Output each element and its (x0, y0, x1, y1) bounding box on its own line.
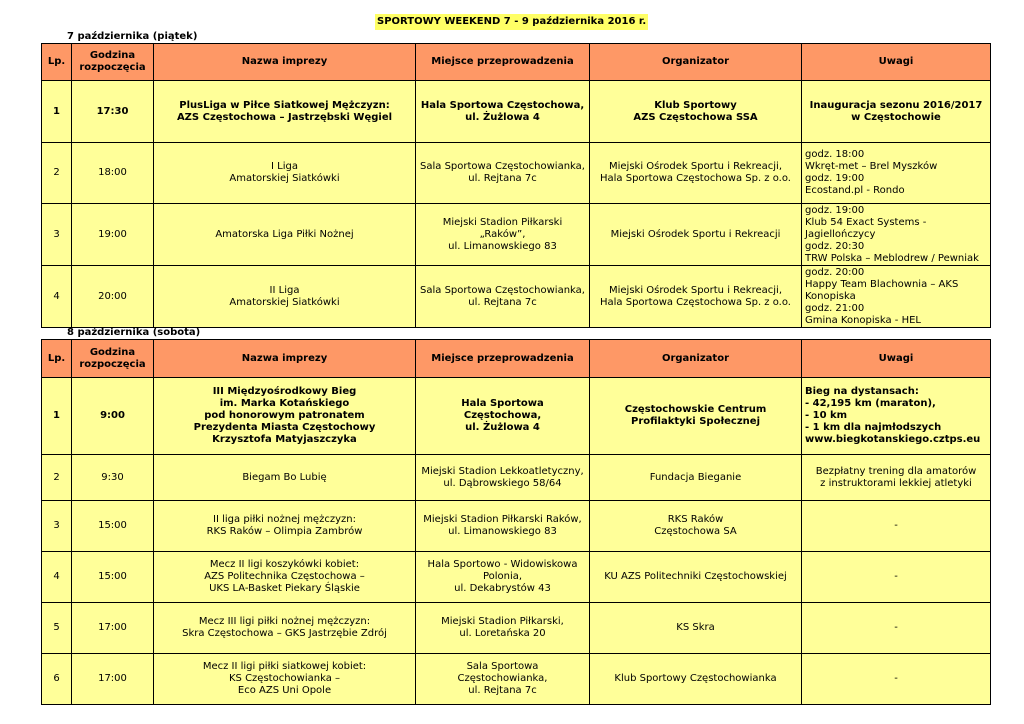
day-label-saturday: 8 października (sobota) (67, 327, 201, 338)
cell-lp: 1 (42, 378, 72, 455)
cell-notes: Inauguracja sezonu 2016/2017 w Częstochowie (802, 81, 991, 143)
cell-place: Hala Sportowo - Widowiskowa Polonia, ul. Dekabrystów 43 (416, 552, 590, 603)
cell-event-name: II liga piłki nożnej mężczyzn: RKS Raków – Olimpia Zambrów (154, 501, 416, 552)
table-row (42, 143, 991, 204)
cell-organizer: Częstochowskie Centrum Profilaktyki Społecznej (590, 378, 802, 455)
schedule-table-saturday (41, 339, 991, 705)
document-title: SPORTOWY WEEKEND 7 - 9 października 2016 r. (375, 14, 648, 30)
cell-lp: 4 (42, 266, 72, 328)
cell-place: Sala Sportowa Częstochowianka, ul. Rejtana 7c (416, 143, 590, 204)
table-header-row (42, 44, 991, 81)
cell-notes: - (802, 552, 991, 603)
cell-place: Hala Sportowa Częstochowa, ul. Żużlowa 4 (416, 81, 590, 143)
cell-place: Sala Sportowa Częstochowianka, ul. Rejtana 7c (416, 654, 590, 705)
cell-place: Sala Sportowa Częstochowianka, ul. Rejtana 7c (416, 266, 590, 328)
cell-place: Miejski Stadion Piłkarski, ul. Loretańska 20 (416, 603, 590, 654)
cell-event-name: Amatorska Liga Piłki Nożnej (154, 204, 416, 266)
cell-notes: - (802, 603, 991, 654)
cell-organizer: Miejski Ośrodek Sportu i Rekreacji, Hala Sportowa Częstochowa Sp. z o.o. (590, 266, 802, 328)
cell-lp: 6 (42, 654, 72, 705)
cell-organizer: Fundacja Bieganie (590, 455, 802, 501)
cell-time: 20:00 (72, 266, 154, 328)
header-organizator: Organizator (590, 44, 802, 81)
header-lp: Lp. (42, 340, 72, 378)
table-row (42, 378, 991, 455)
header-organizator: Organizator (590, 340, 802, 378)
cell-organizer: KS Skra (590, 603, 802, 654)
cell-lp: 5 (42, 603, 72, 654)
cell-organizer: Miejski Ośrodek Sportu i Rekreacji (590, 204, 802, 266)
cell-lp: 3 (42, 204, 72, 266)
header-godzina: Godzina rozpoczęcia (72, 44, 154, 81)
cell-event-name: II Liga Amatorskiej Siatkówki (154, 266, 416, 328)
header-nazwa: Nazwa imprezy (154, 340, 416, 378)
cell-time: 19:00 (72, 204, 154, 266)
cell-time: 15:00 (72, 501, 154, 552)
cell-event-name: Mecz III ligi piłki nożnej mężczyzn: Skra Częstochowa – GKS Jastrzębie Zdrój (154, 603, 416, 654)
cell-event-name: Mecz II ligi piłki siatkowej kobiet: KS Częstochowianka – Eco AZS Uni Opole (154, 654, 416, 705)
cell-organizer: KU AZS Politechniki Częstochowskiej (590, 552, 802, 603)
header-miejsce: Miejsce przeprowadzenia (416, 340, 590, 378)
cell-organizer: Klub Sportowy AZS Częstochowa SSA (590, 81, 802, 143)
cell-event-name: Mecz II ligi koszykówki kobiet: AZS Politechnika Częstochowa – UKS LA-Basket Piekary Śląskie (154, 552, 416, 603)
table-row (42, 455, 991, 501)
cell-lp: 2 (42, 455, 72, 501)
schedule-table-friday (41, 43, 991, 328)
header-nazwa: Nazwa imprezy (154, 44, 416, 81)
cell-notes: - (802, 654, 991, 705)
cell-organizer: Miejski Ośrodek Sportu i Rekreacji, Hala Sportowa Częstochowa Sp. z o.o. (590, 143, 802, 204)
table-row (42, 204, 991, 266)
header-lp: Lp. (42, 44, 72, 81)
header-godzina: Godzina rozpoczęcia (72, 340, 154, 378)
cell-notes: godz. 18:00 Wkręt-met – Brel Myszków godz. 19:00 Ecostand.pl - Rondo (802, 143, 991, 204)
table-row (42, 266, 991, 328)
table-row (42, 603, 991, 654)
day-label-friday: 7 października (piątek) (67, 31, 198, 42)
cell-event-name: I Liga Amatorskiej Siatkówki (154, 143, 416, 204)
cell-notes: godz. 20:00 Happy Team Blachownia – AKS Konopiska godz. 21:00 Gmina Konopiska - HEL (802, 266, 991, 328)
header-miejsce: Miejsce przeprowadzenia (416, 44, 590, 81)
table-row (42, 654, 991, 705)
table-header-row (42, 340, 991, 378)
cell-organizer: RKS Raków Częstochowa SA (590, 501, 802, 552)
cell-event-name: III Międzyośrodkowy Bieg im. Marka Kotańskiego pod honorowym patronatem Prezydenta Miasta Częstochowy Krzysztofa Matyjaszczyka (154, 378, 416, 455)
table-row (42, 501, 991, 552)
cell-time: 9:00 (72, 378, 154, 455)
cell-organizer: Klub Sportowy Częstochowianka (590, 654, 802, 705)
cell-time: 17:00 (72, 603, 154, 654)
cell-lp: 3 (42, 501, 72, 552)
cell-time: 9:30 (72, 455, 154, 501)
header-uwagi: Uwagi (802, 44, 991, 81)
cell-place: Miejski Stadion Piłkarski „Raków”, ul. Limanowskiego 83 (416, 204, 590, 266)
cell-time: 15:00 (72, 552, 154, 603)
cell-lp: 4 (42, 552, 72, 603)
cell-time: 17:00 (72, 654, 154, 705)
cell-notes: - (802, 501, 991, 552)
table-row (42, 81, 991, 143)
table-row (42, 552, 991, 603)
cell-place: Miejski Stadion Piłkarski Raków, ul. Limanowskiego 83 (416, 501, 590, 552)
cell-place: Miejski Stadion Lekkoatletyczny, ul. Dąbrowskiego 58/64 (416, 455, 590, 501)
cell-event-name: PlusLiga w Piłce Siatkowej Mężczyzn: AZS Częstochowa – Jastrzębski Węgiel (154, 81, 416, 143)
cell-time: 18:00 (72, 143, 154, 204)
cell-notes: Bezpłatny trening dla amatorów z instruktorami lekkiej atletyki (802, 455, 991, 501)
cell-lp: 1 (42, 81, 72, 143)
header-uwagi: Uwagi (802, 340, 991, 378)
cell-time: 17:30 (72, 81, 154, 143)
cell-place: Hala Sportowa Częstochowa, ul. Żużlowa 4 (416, 378, 590, 455)
cell-lp: 2 (42, 143, 72, 204)
cell-event-name: Biegam Bo Lubię (154, 455, 416, 501)
cell-notes: Bieg na dystansach: - 42,195 km (maraton), - 10 km - 1 km dla najmłodszych www.biegkotanskiego.cztps.eu (802, 378, 991, 455)
cell-notes: godz. 19:00 Klub 54 Exact Systems - Jagiellończycy godz. 20:30 TRW Polska – Meblodrew / Pewniak (802, 204, 991, 266)
